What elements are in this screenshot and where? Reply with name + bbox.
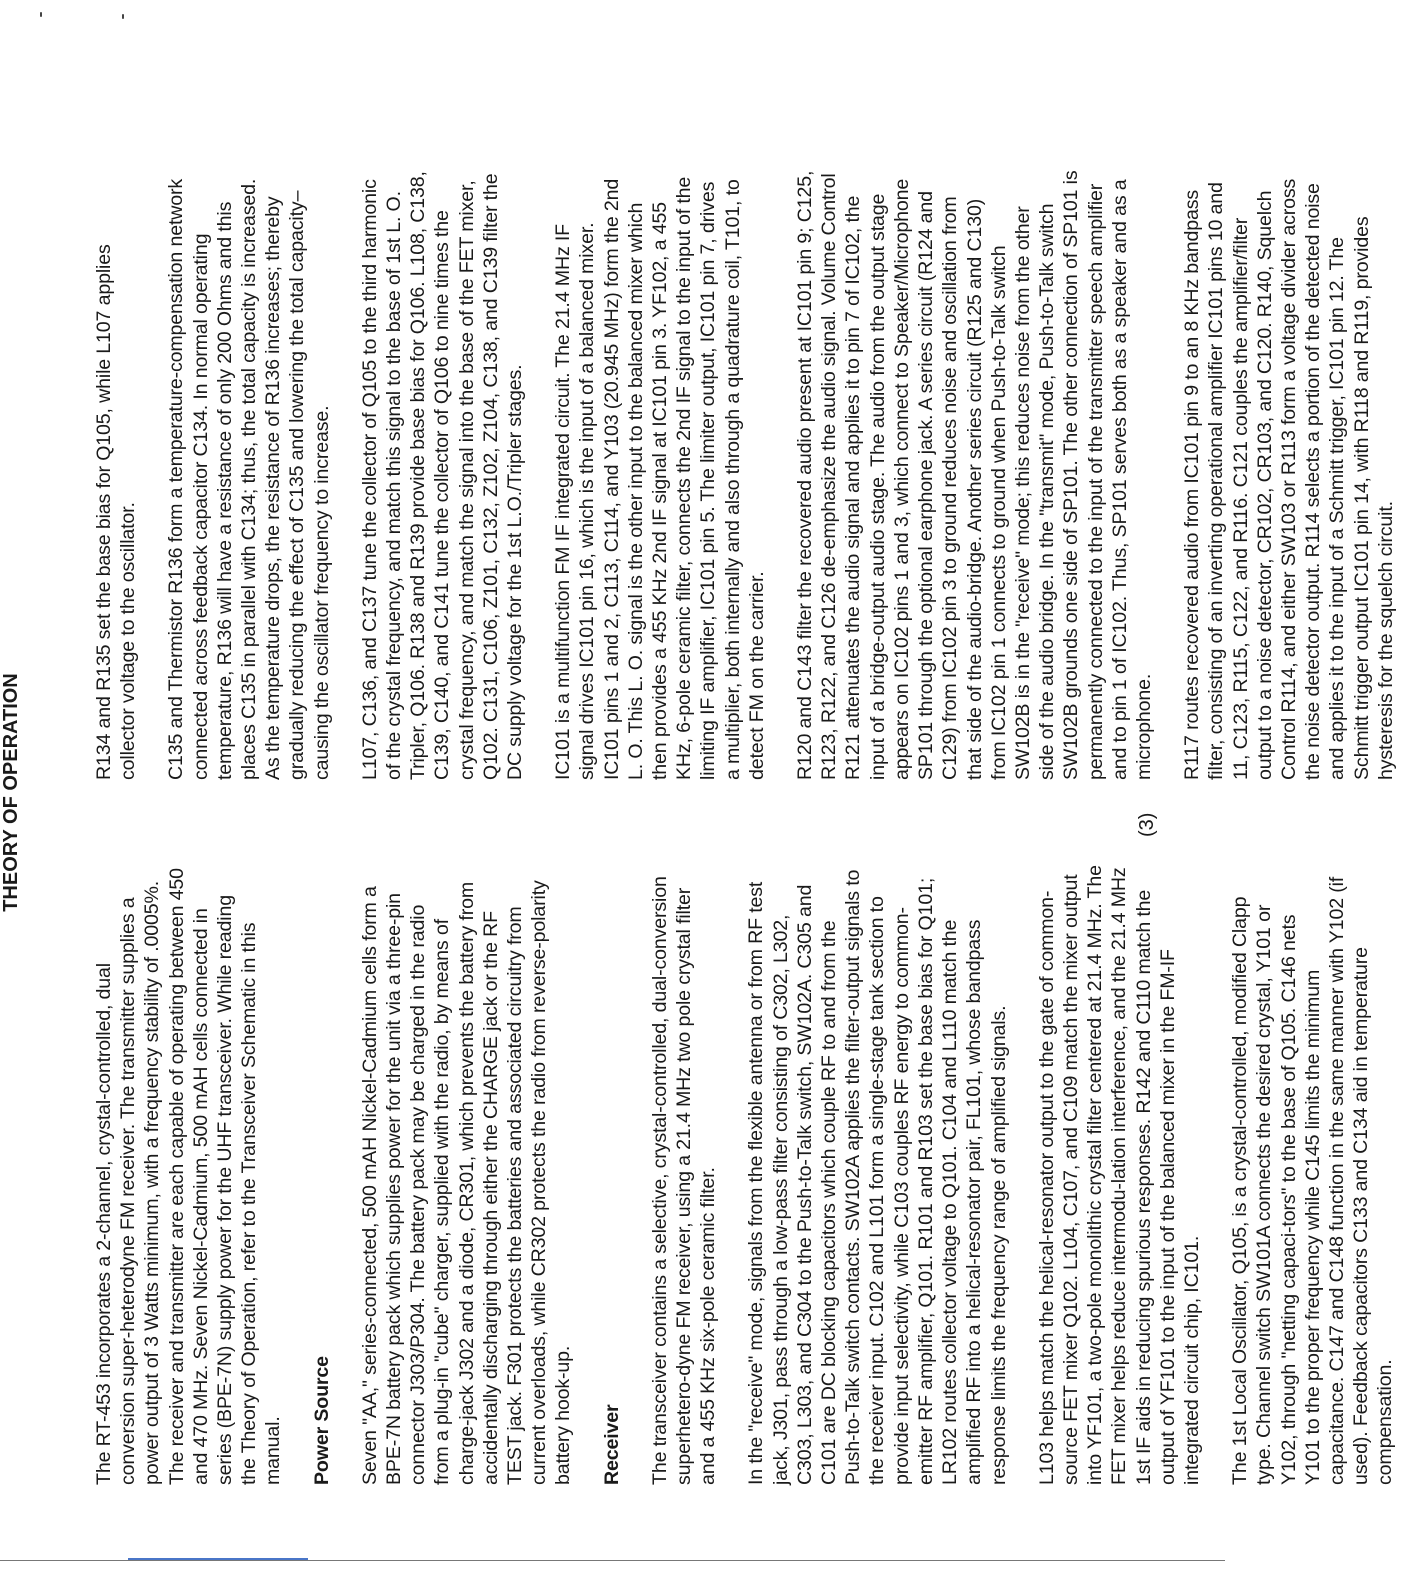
paragraph: The RT-453 incorporates a 2-channel, crystal-controlled, dual conversion super-heterodyne FM receiver. The transmitter supplies a power output of 3 Watts minimum, with a frequency stability of .0005%. The receiver and transmitter are each capable of operating between 450 and 470 MHz. Seven Nickel-Cadmium, 500 mAH cells connected in series (BPE-7N) supply power for the UHF transceiver. While reading the Theory of Operation, refer to the Transceiver Schematic in this manual. [93,868,285,1485]
paragraph: Seven "AA," series-connected, 500 mAH Nickel-Cadmium cells form a BPE-7N battery pack which supplies power for the unit via a three-pin connector J303/P304. The battery pack may be charged in the radio from a plug-in "cube" charger, supplied with the radio, by means of charge-jack J302 and a diode, CR301, which prevents the battery from accidentally discharging through either the CHARGE jack or the RF TEST jack. F301 protects the batteries and associated circuitry from current overloads, while CR302 protects the radio from reverse-polarity battery hook-up. [358,880,575,1485]
paragraph: L103 helps match the helical-resonator output to the gate of common-source FET mixer Q102. L104, C107, and C109 match the mixer output into YF101, a two-pole monolithic crystal filter centered at 21.4 MHz. The FET mixer helps reduce intermodu-lation interference, and the 21.4 MHz 1st IF aids in reducing spurious responses. R142 and C110 match the output of YF101 to the input of the balanced mixer in the FM-IF integrated circuit chip, IC101. [1035,865,1203,1485]
section-heading: Power Source [310,1356,333,1485]
page-number: (3) [1136,812,1158,837]
paragraph: The transceiver contains a selective, crystal-controlled, dual-conversion superhetero-dyne FM receiver, using a 21.4 MHz two pole crystal filter and a 455 KHz six-pole ceramic filter. [648,876,720,1485]
paragraph: R117 routes recovered audio from IC101 pin 9 to an 8 KHz bandpass filter, consisting of an inverting operational amplifier IC101 pins 10 and 11, C123, R115, C122, and R116. C121 couples the amplifier/filter output to a noise detector, CR102, CR103, and C120. R140, Squelch Control R114, and either SW103 or R113 form a voltage divider across the noise detector output. R114 selects a portion of the detected noise and applies it to the input of a Schmitt trigger, IC101 pin 12. The Schmitt trigger output IC101 pin 14, with R118 and R119, provides hysteresis for the squelch circuit. [1181,178,1397,780]
page-title: THEORY OF OPERATION [0,673,22,912]
right-column [92,170,1422,780]
paragraph: R120 and C143 filter the recovered audio present at IC101 pin 9; C125, R123, R122, and C126 de-emphasize the audio signal. Volume Control R121 attenuates the audio signal and applies it to pin 7 of IC102, the input of a bridge-output audio stage. The audio from the output stage appears on IC102 pins 1 and 3, which connect to Speaker/Microphone SP101 through the optional earphone jack. A series circuit (R124 and C129) from IC102 pin 3 to ground reduces noise and oscillation from that side of the audio-bridge. Another series circuit (R125 and C130) from IC102 pin 1 connects to ground when Push-to-Talk switch SW102B is in the "receive" mode; this reduces noise from the other side of the audio bridge. In the "transmit" mode, Push-to-Talk switch SW102B grounds one side of SP101. The other connection of SP101 is permanently connected to the input of the transmitter speech amplifier and to pin 1 of IC102. Thus, SP101 serves both as a speaker and as a microphone. [794,170,1155,780]
paragraph: The 1st Local Oscillator, Q105, is a crystal-controlled, modified Clapp type. Channel switch SW101A connects the desired crystal, Y101 or Y102, through "netting capaci-tors" to the base of Q105. C146 nets Y101 to the proper frequency while C145 limits the minimum capacitance. C147 and C148 function in the same manner with Y102 (if used). Feedback capacitors C133 and C134 aid in temperature compensation. [1229,876,1397,1485]
section-heading: Receiver [600,1404,623,1485]
paragraph: C135 and Thermistor R136 form a temperature-compensation network connected across feedback capacitor C134. In normal operating temperature, R136 will have a resistance of only 200 Ohms and this places C135 in parallel with C134; thus, the total capacity is increased. As the temperature drops, the resistance of R136 increases; thereby gradually reducing the effect of C135 and lowering the total capacity–causing the oscillator frequency to increase. [165,178,333,780]
paragraph: In the "receive" mode, signals from the flexible antenna or from RF test jack, J301, pass through a low-pass filter consisting of C302, L302, C303, L303, and C304 to the Push-to-Talk switch, SW102A. C305 and C101 are DC blocking capacitors which couple RF to and from the Push-to-Talk switch contacts. SW102A applies the filter-output signals to the receiver input. C102 and L101 form a single-stage tank section to provide input selectivity, while C103 couples RF energy to common-emitter RF amplifier, Q101. R101 and R103 set the base bias for Q101; LR102 routes collector voltage to Q101. C104 and L110 match the amplified RF into a helical-resonator pair, FL101, whose bandpass response limits the frequency range of amplified signals. [745,869,1010,1485]
paragraph: IC101 is a multifunction FM IF integrated circuit. The 21.4 MHz IF signal drives IC101 pin 16, which is the input of a balanced mixer. IC101 pins 1 and 2, C113, C114, and Y103 (20.945 MHz) form the 2nd L. O. This L. O. signal is the other input to the balanced mixer which then provides a 455 KHz 2nd IF signal at IC101 pin 3. YF102, a 455 KHz, 6-pole ceramic filter, connects the 2nd IF signal to the input of the limiting IF amplifier, IC101 pin 5. The limiter output, IC101 pin 7, drives a multiplier, both internally and also through a quadrature coil, T101, to detect FM on the carrier. [552,176,768,780]
paragraph: L107, C136, and C137 tune the collector of Q105 to the third harmonic of the crystal frequency, and match this signal to the base of 1st L. O. Tripler, Q106. R138 and R139 provide base bias for Q106. L108, C138, C139, C140, and C141 tune the collector of Q106 to nine times the crystal frequency, and match the signal into the base of the FET mixer, Q102. C131, C106, Z101, C132, Z102, Z104, C138, and C139 filter the DC supply voltage for the 1st L.O./Tripler stages. [358,171,527,780]
left-column [92,865,1422,1485]
paragraph: R134 and R135 set the base bias for Q105, while L107 applies collector voltage to the oscillator. [93,244,140,780]
